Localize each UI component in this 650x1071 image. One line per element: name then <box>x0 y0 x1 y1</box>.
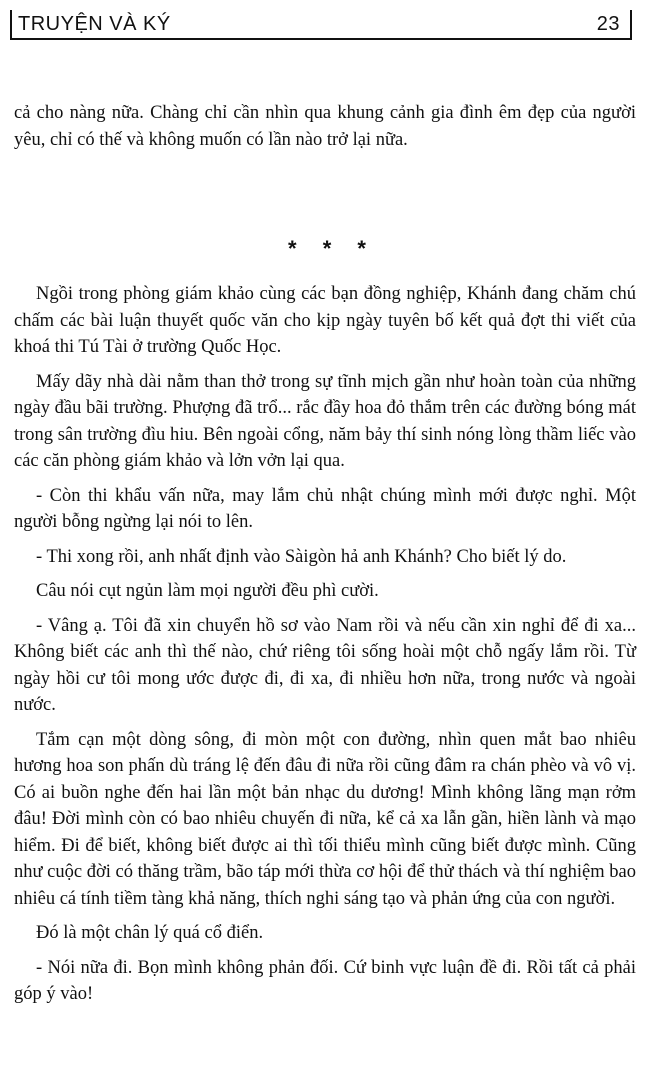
section-separator: * * * <box>288 236 376 261</box>
paragraph: Tắm cạn một dòng sông, đi mòn một con đường, nhìn quen mắt bao nhiêu hương hoa son phấn dù tráng lệ đến đâu đi nữa rồi cũng đâm ra chán phèo và vô vị. Có ai buồn nghe đến hai lần một bản nhạc du dương! Mình không lãng mạn rởm đâu! Đời mình còn có bao nhiêu chuyến đi nữa, kể cả xa lẫn gần, hiền lành và mạo hiểm. Đi để biết, không biết được ai thì tối thiểu mình cũng biết được mình. Cũng như cuộc đời có thăng trầm, bão táp mới thừa cơ hội để thử thách và thí nghiệm bao nhiêu cá tính tiềm tàng khả năng, thích nghi sáng tạo và phản ứng của con người. <box>14 729 636 909</box>
opening-text-block <box>14 100 636 153</box>
paragraph: - Thi xong rồi, anh nhất định vào Sàigòn hả anh Khánh? Cho biết lý do. <box>36 546 567 567</box>
paragraph: Ngồi trong phòng giám khảo cùng các bạn đồng nghiệp, Khánh đang chăm chú chấm các bài luận thuyết quốc văn cho kịp ngày tuyên bố kết quả đợt thi viết của khoá thi Tú Tài ở trường Quốc Học. <box>14 284 636 357</box>
paragraph: - Vâng ạ. Tôi đã xin chuyển hồ sơ vào Nam rồi và nếu cần xin nghỉ để đi xa... Không biết các anh thì thế nào, chứ riêng tôi sống hoài một chỗ ngấy lắm rồi. Từ ngày hồi cư tôi mong ước được đi, đi xa, đi nhiều hơn nữa, trong nước và ngoài nước. <box>14 615 636 715</box>
paragraph: - Nói nữa đi. Bọn mình không phản đối. Cứ binh vực luận đề đi. Rồi tất cả phải góp ý vào! <box>14 957 636 1004</box>
opening-paragraph: cả cho nàng nữa. Chàng chỉ cần nhìn qua khung cảnh gia đình êm đẹp của người yêu, chỉ có thế và không muốn có lần nào trở lại nữa. <box>14 103 636 150</box>
running-header <box>10 10 632 40</box>
page-number: 23 <box>596 12 620 35</box>
paragraph: Mấy dãy nhà dài nằm than thở trong sự tĩnh mịch gần như hoàn toàn của những ngày đầu bãi trường. Phượng đã trổ... rắc đầy hoa đỏ thắm trên các đường bóng mát trong sân trường đìu hiu. Bên ngoài cổng, năm bảy thí sinh nóng lòng thầm liếc vào các căn phòng giám khảo và lởn vởn lại qua. <box>14 371 636 471</box>
main-text-block <box>14 281 636 1008</box>
paragraph: Câu nói cụt ngủn làm mọi người đều phì cười. <box>36 581 379 601</box>
paragraph: Đó là một chân lý quá cổ điển. <box>36 923 264 943</box>
paragraph: - Còn thi khẩu vấn nữa, may lắm chủ nhật chúng mình mới được nghỉ. Một người bỗng ngừng lại nói to lên. <box>14 485 636 532</box>
running-title: TRUYỆN VÀ KÝ <box>18 12 171 35</box>
